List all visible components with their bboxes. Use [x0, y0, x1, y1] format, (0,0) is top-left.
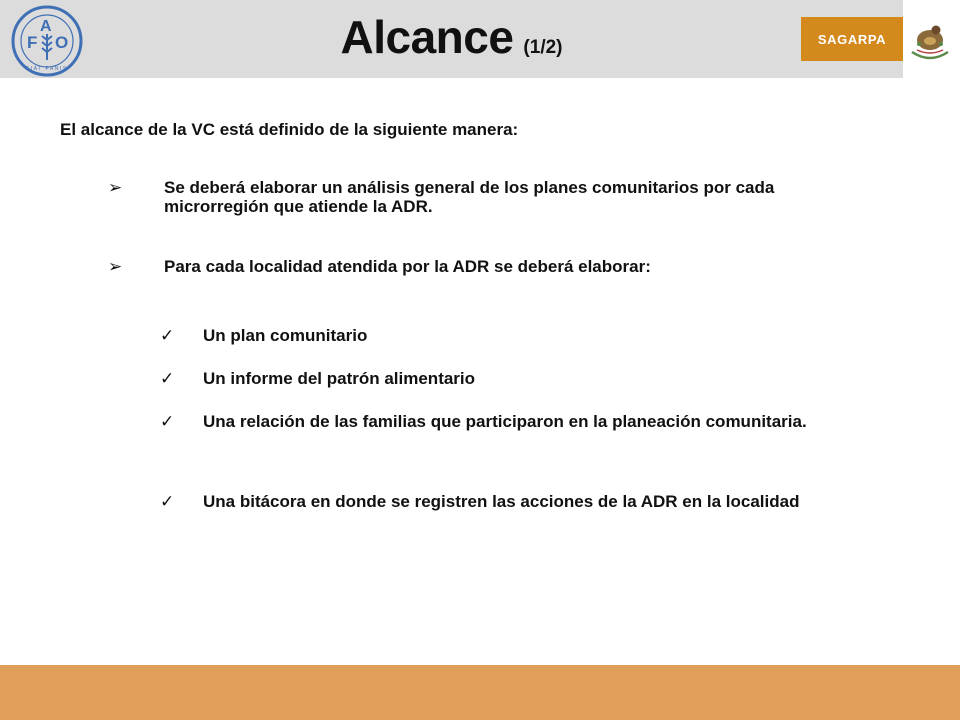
- bullet-text: Para cada localidad atendida por la ADR se deberá elaborar:: [164, 257, 651, 276]
- fao-letter-o: O: [55, 33, 69, 52]
- bullet-item: [108, 178, 878, 216]
- bullet-text: Se deberá elaborar un análisis general de los planes comunitarios por cada microrregión que atiende la ADR.: [164, 178, 775, 216]
- footer-bar: [0, 665, 960, 720]
- slide-title: [0, 10, 903, 64]
- checkmark-icon: ✓: [160, 326, 175, 345]
- checkmark-icon: ✓: [160, 492, 175, 511]
- check-item: [160, 318, 830, 354]
- check-text: Un informe del patrón alimentario: [203, 369, 476, 388]
- arrow-bullet-icon: ➢: [108, 257, 123, 276]
- checkmark-icon: ✓: [160, 369, 175, 388]
- page-title: Alcance: [340, 11, 514, 63]
- check-item: [160, 404, 830, 440]
- fao-letter-a: A: [40, 18, 52, 35]
- arrow-bullet-icon: ➢: [108, 178, 123, 197]
- check-item: [160, 484, 830, 520]
- check-item: [160, 361, 830, 397]
- mexico-coat-of-arms-icon: [907, 14, 953, 62]
- page-subtitle: (1/2): [523, 37, 563, 58]
- bullet-item: [108, 257, 878, 277]
- check-text: Una relación de las familias que participaron en la planeación comunitaria.: [203, 412, 807, 431]
- intro-text: El alcance de la VC está definido de la siguiente manera:: [60, 120, 519, 139]
- fao-letter-f: F: [27, 33, 38, 52]
- sagarpa-logo: SAGARPA: [801, 17, 903, 61]
- checkmark-icon: ✓: [160, 412, 175, 431]
- check-text: Un plan comunitario: [203, 326, 368, 345]
- fao-motto: FIAT PANIS: [26, 66, 68, 72]
- check-text: Una bitácora en donde se registren las acciones de la ADR en la localidad: [203, 492, 800, 511]
- header-bar: [0, 0, 903, 78]
